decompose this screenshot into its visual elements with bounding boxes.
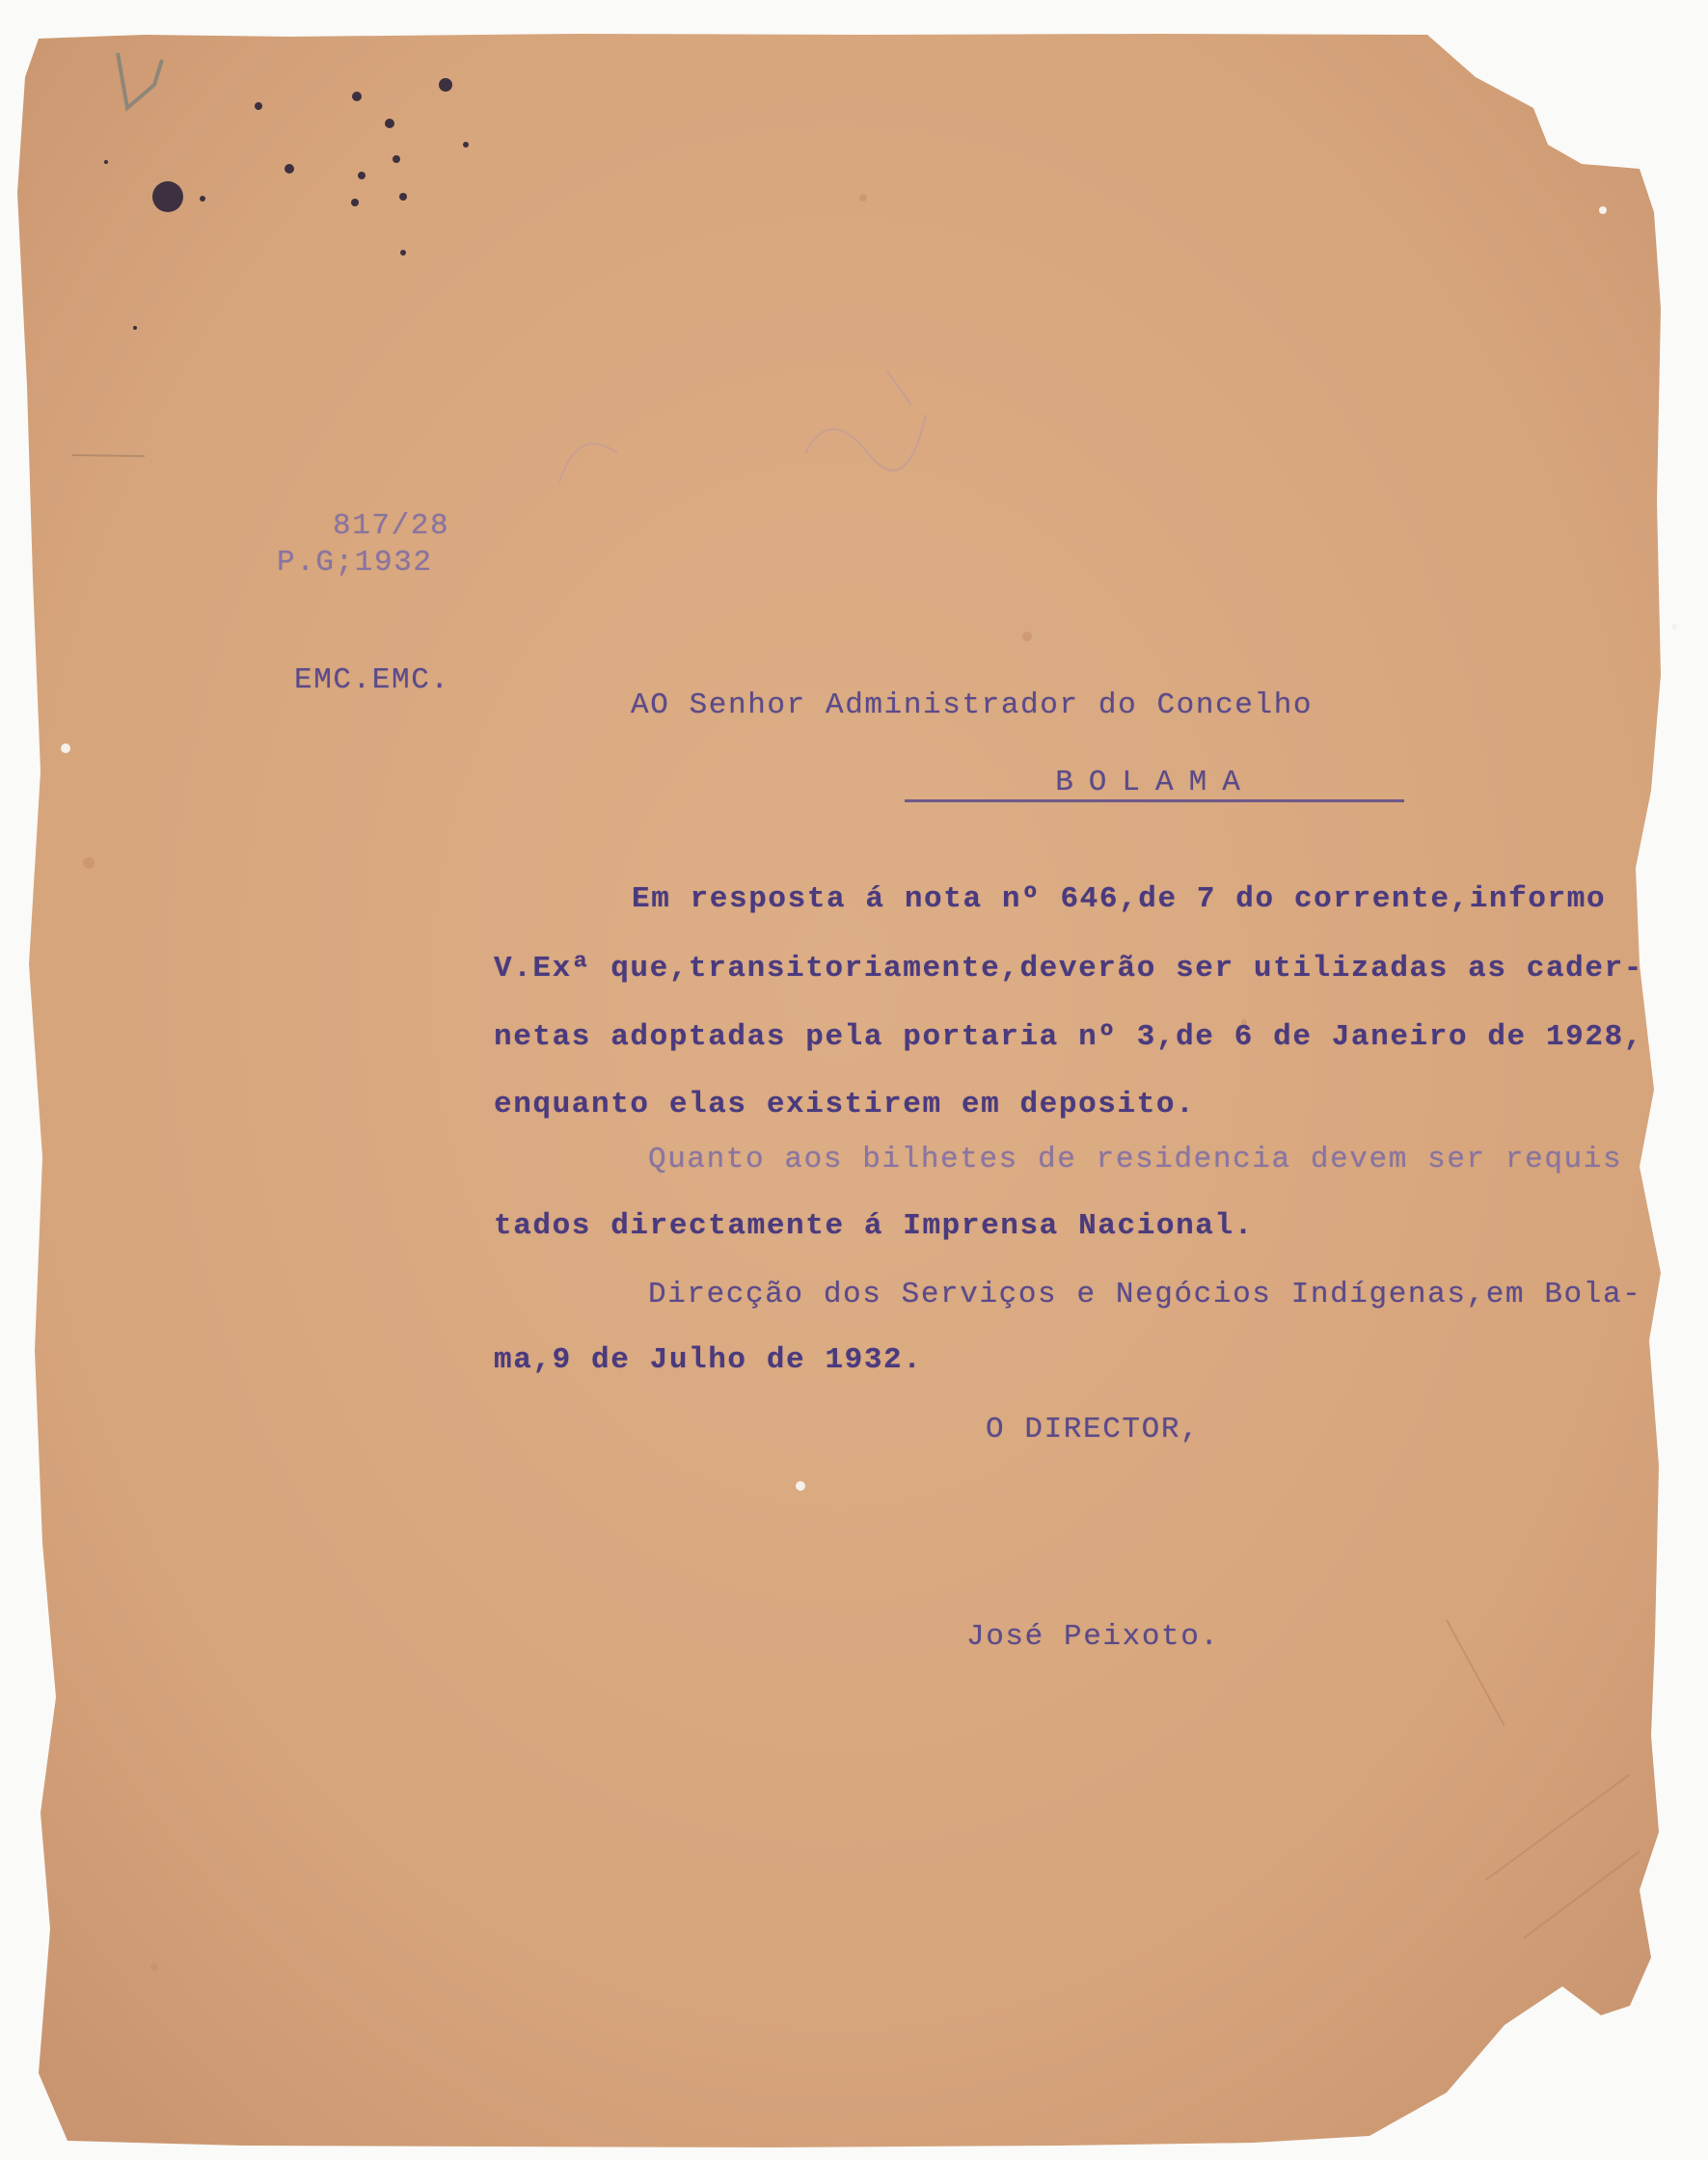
body-line: Em resposta á nota nº 646,de 7 do corrente,informo	[632, 882, 1607, 916]
signature-title: O DIRECTOR,	[986, 1413, 1201, 1446]
body-line: V.Exª que,transitoriamente,deverão ser utilizadas as cader-	[494, 952, 1643, 986]
destination-underline	[905, 799, 1404, 802]
reference-number: 817/28	[333, 509, 450, 543]
destination-heading: BOLAMA	[1055, 766, 1256, 799]
signatory-name: José Peixoto.	[966, 1620, 1220, 1654]
body-line: netas adoptadas pela portaria nº 3,de 6 de Janeiro de 1928,	[494, 1020, 1643, 1054]
body-line: enquanto elas existirem em deposito.	[494, 1088, 1196, 1121]
body-line: Direcção dos Serviços e Negócios Indígenas,em Bola-	[648, 1278, 1642, 1311]
reference-year: P.G;1932	[277, 546, 433, 580]
body-line: tados directamente á Imprensa Nacional.	[494, 1209, 1254, 1243]
body-line: Quanto aos bilhetes de residencia devem ser requis	[648, 1143, 1623, 1176]
paper-fold-line	[72, 455, 145, 456]
typist-initials: EMC.EMC.	[294, 663, 450, 697]
body-line: ma,9 de Julho de 1932.	[494, 1343, 923, 1377]
addressee-line: AO Senhor Administrador do Concelho	[631, 688, 1314, 722]
